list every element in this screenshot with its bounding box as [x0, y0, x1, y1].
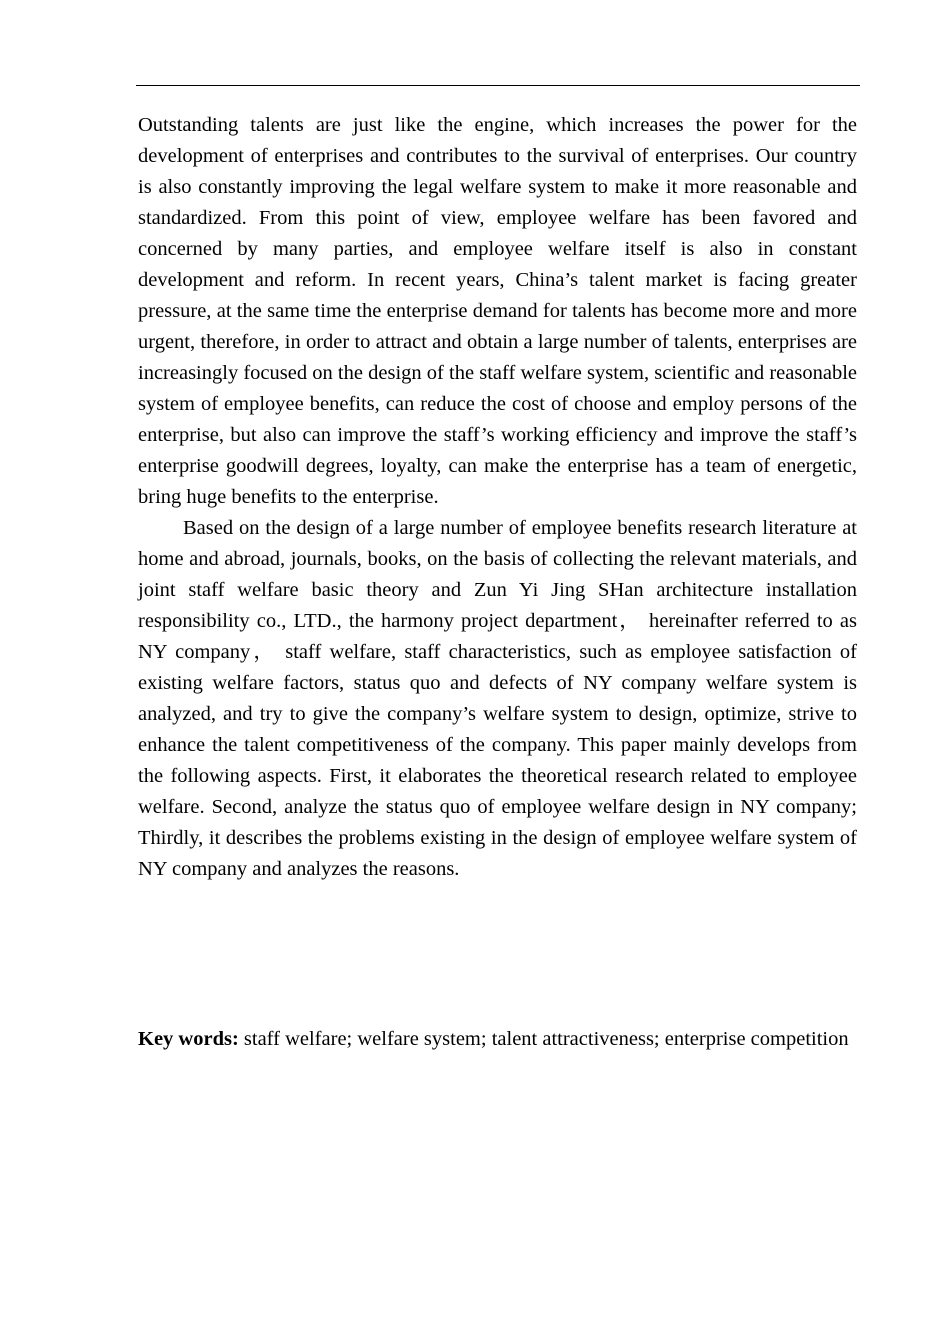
keywords-line: [138, 1024, 857, 1055]
keywords-label: Key words:: [138, 1028, 239, 1050]
keywords-text: staff welfare; welfare system; talent attractiveness; enterprise competition: [243, 1028, 849, 1050]
header-rule: [136, 85, 860, 86]
abstract-paragraph-1: Outstanding talents are just like the engine, which increases the power for the development of enterprises and contributes to the survival of enterprises. Our country is also constantly improving the legal welfare system to make it more reasonable and standardized. From this point of view, employee welfare has been favored and concerned by many parties, and employee welfare itself is also in constant development and reform. In recent years, China’s talent market is facing greater pressure, at the same time the enterprise demand for talents has become more and more urgent, therefore, in order to attract and obtain a large number of talents, enterprises are increasingly focused on the design of the staff welfare system, scientific and reasonable system of employee benefits, can reduce the cost of choose and employ persons of the enterprise, but also can improve the staff’s working efficiency and improve the staff’s enterprise goodwill degrees, loyalty, can make the enterprise has a team of energetic, bring huge benefits to the enterprise.: [138, 114, 857, 508]
abstract-body: [138, 110, 857, 885]
abstract-paragraph-2: Based on the design of a large number of employee benefits research literature at home and abroad, journals, books, on the basis of collecting the relevant materials, and joint staff welfare basic theory and Zun Yi Jing SHan architecture installation responsibility co., LTD., the harmony project department， hereinafter referred to as NY company， staff welfare, staff characteristics, such as employee satisfaction of existing welfare factors, status quo and defects of NY company welfare system is analyzed, and try to give the company’s welfare system to design, optimize, strive to enhance the talent competitiveness of the company. This paper mainly develops from the following aspects. First, it elaborates the theoretical research related to employee welfare. Second, analyze the status quo of employee welfare design in NY company; Thirdly, it describes the problems existing in the design of employee welfare system of NY company and analyzes the reasons.: [138, 517, 857, 880]
